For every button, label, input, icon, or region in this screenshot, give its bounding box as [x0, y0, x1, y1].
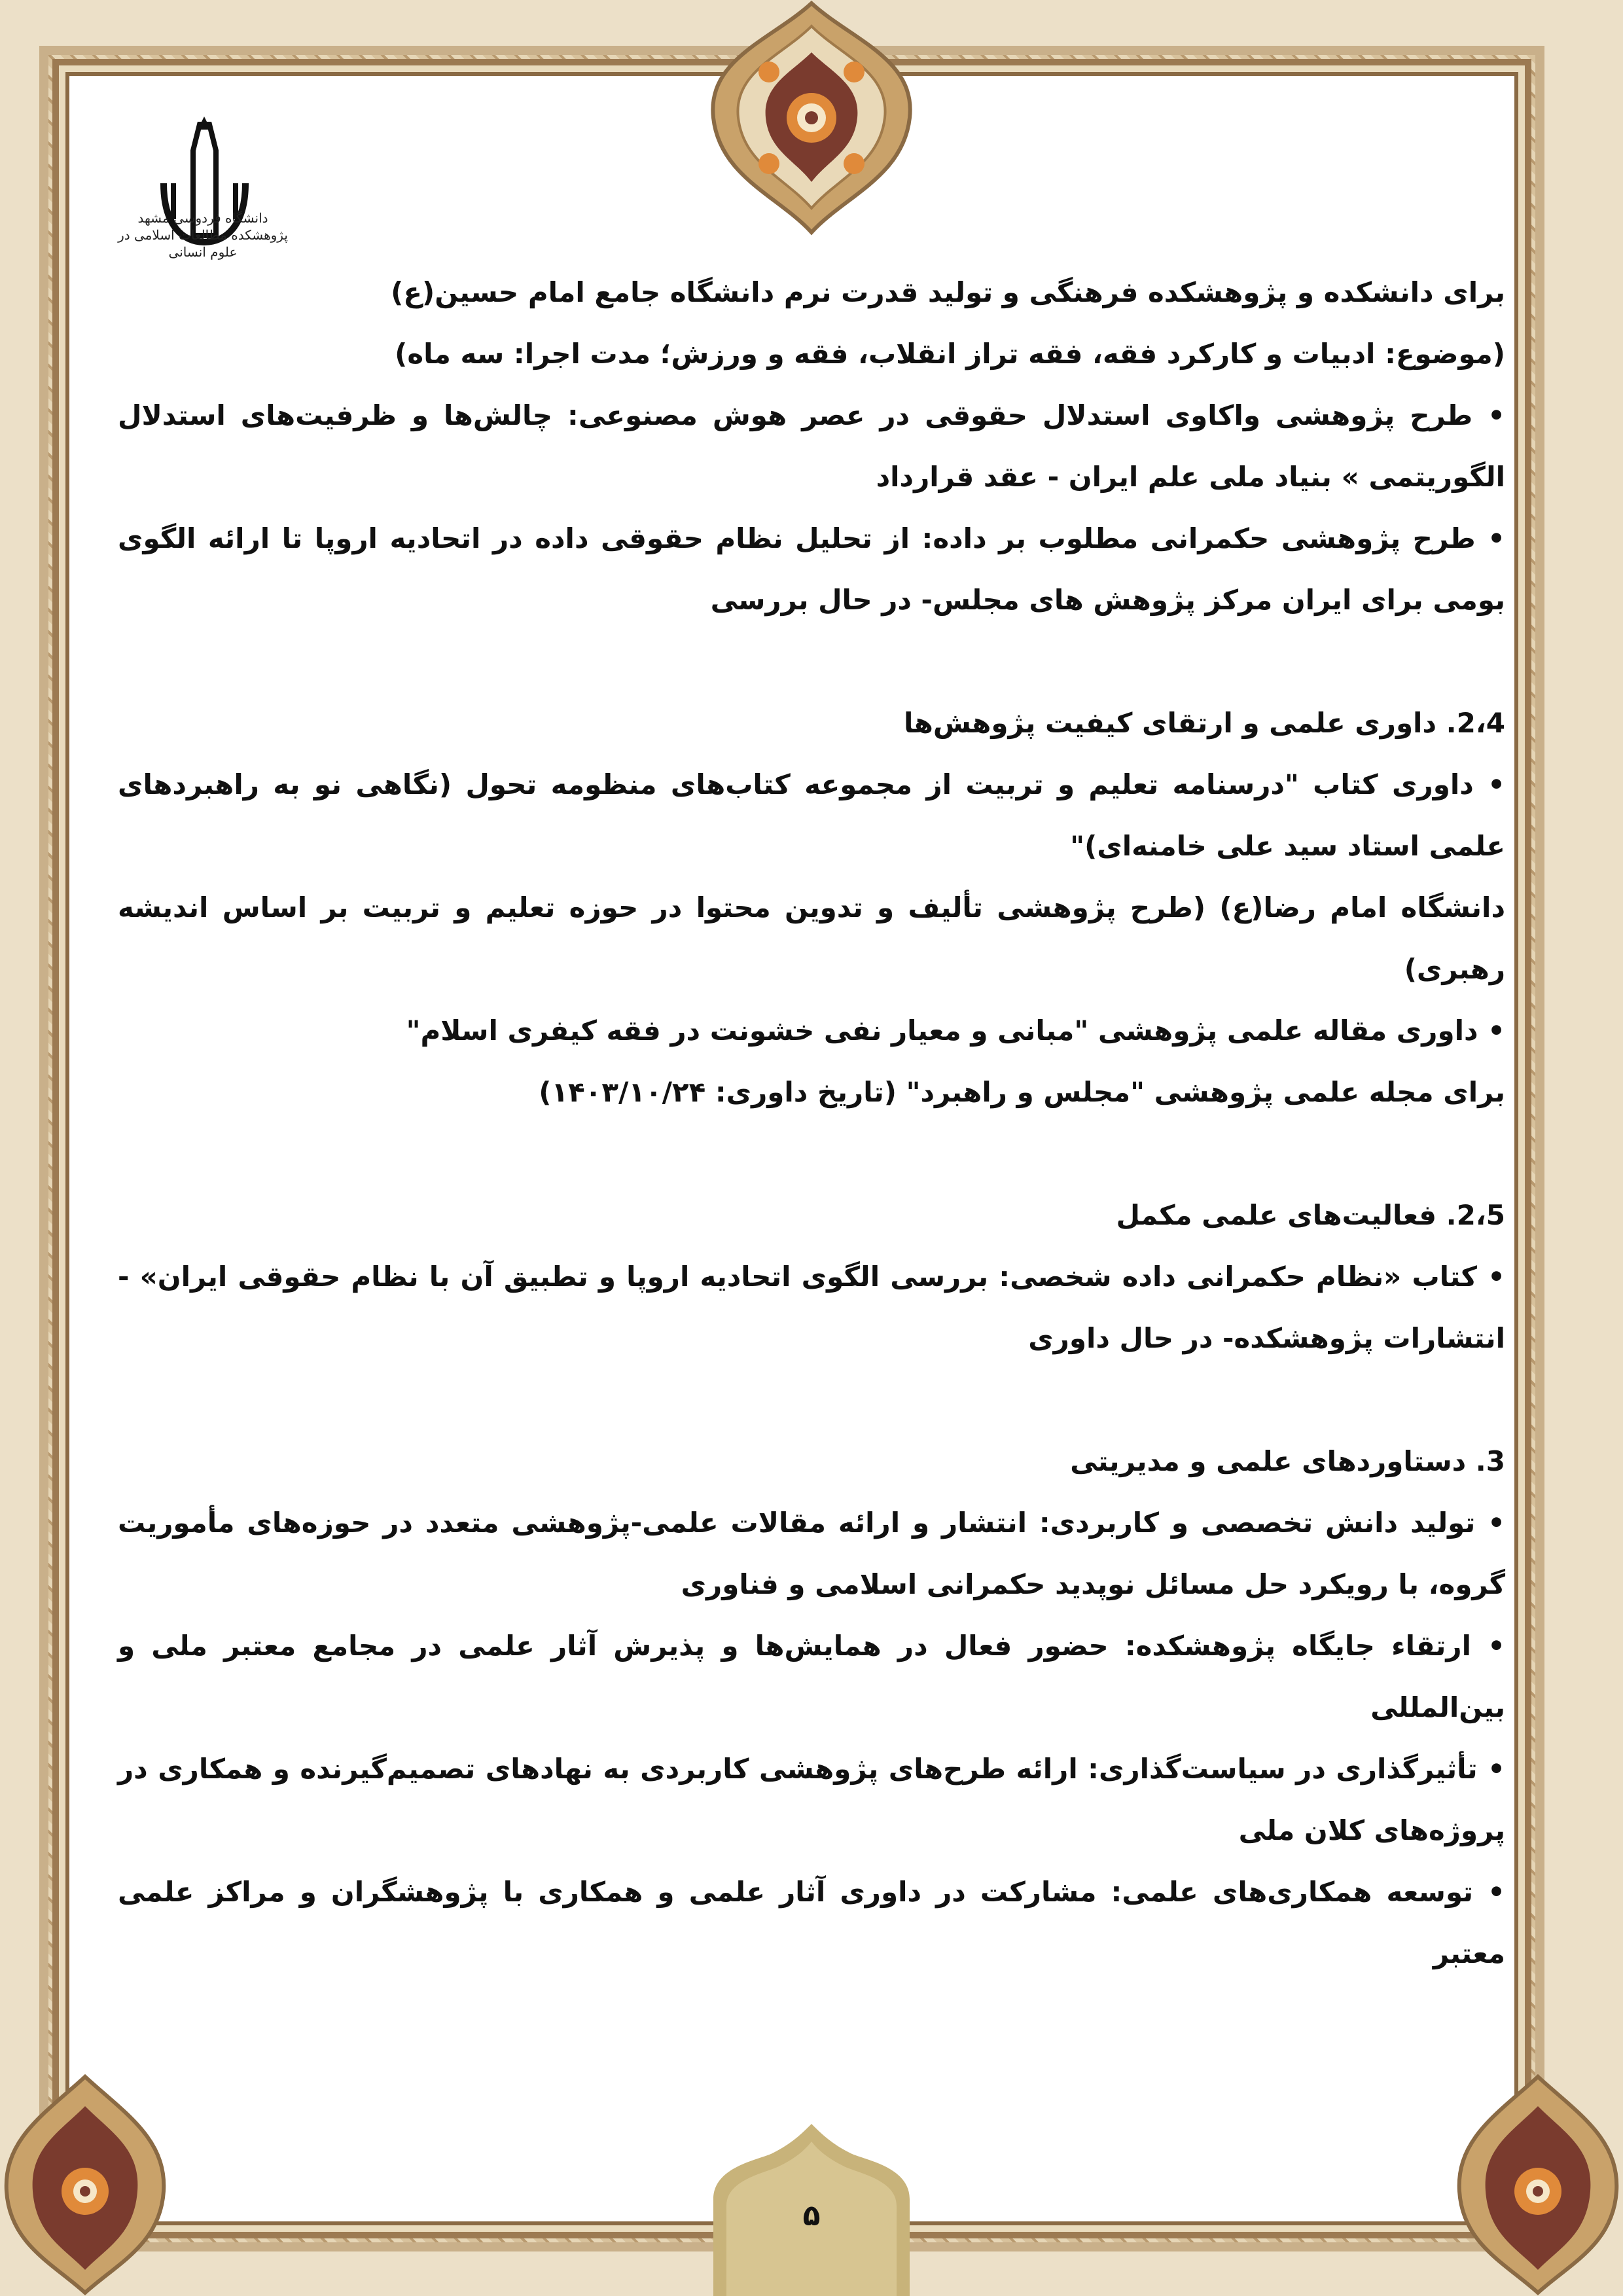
paragraph: برای دانشکده و پژوهشکده فرهنگی و تولید قدرت نرم دانشگاه جامع امام حسین(ع) [391, 276, 1505, 308]
top-ornament [700, 0, 923, 236]
paragraph: دانشگاه امام رضا(ع) (طرح پژوهشی تألیف و تدوین محتوا در حوزه تعلیم و تربیت بر اساس اندیشه رهبری) [118, 891, 1505, 985]
bullet-item: • داوری مقاله علمی پژوهشی "مبانی و معیار نفی خشونت در فقه کیفری اسلام" [406, 1014, 1505, 1047]
section-heading-2-4: 2،4. داوری علمی و ارتقای کیفیت پژوهش‌ها [903, 707, 1505, 739]
section-heading-2-5: 2،5. فعالیت‌های علمی مکمل [1116, 1199, 1505, 1231]
bottom-right-ornament [1453, 2073, 1623, 2296]
main-content [118, 262, 1505, 1984]
page-number: ۵ [802, 2199, 821, 2233]
bullet-item: • طرح پژوهشی واکاوی استدلال حقوقی در عصر هوش مصنوعی: چالش‌ها و ظرفیت‌های استدلال الگوریتمی » بنیاد ملی علم ایران - عقد قرارداد [118, 399, 1505, 493]
bottom-left-ornament [0, 2073, 170, 2296]
bullet-item: • طرح پژوهشی حکمرانی مطلوب بر داده: از تحلیل نظام حقوقی داده در اتحادیه اروپا تا ارائه الگوی بومی برای ایران مرکز پژوهش های مجلس- در حال بررسی [118, 522, 1505, 616]
bullet-item: • تولید دانش تخصصی و کاربردی: انتشار و ارائه مقالات علمی-پژوهشی متعدد در حوزه‌های مأموریت گروه، با رویکرد حل مسائل نوپدید حکمرانی اسلامی و فناوری [118, 1507, 1505, 1600]
logo-caption-university: دانشگاه فردوسی مشهد [137, 210, 268, 226]
bullet-item: • داوری کتاب "درسنامه تعلیم و تربیت از مجموعه کتاب‌های منظومه تحول (نگاهی نو به راهبردهای علمی استاد سید علی خامنه‌ای)" [118, 768, 1505, 862]
paragraph: برای مجله علمی پژوهشی "مجلس و راهبرد" (تاریخ داوری: ۱۴۰۳/۱۰/۲۴) [539, 1076, 1505, 1108]
bullet-item: • تأثیرگذاری در سیاست‌گذاری: ارائه طرح‌های پژوهشی کاربردی به نهادهای تصمیم‌گیرنده و همکاری در پروژه‌های کلان ملی [118, 1753, 1505, 1846]
bullet-item: • ارتقاء جایگاه پژوهشکده: حضور فعال در همایش‌ها و پذیرش آثار علمی در مجامع معتبر ملی و بین‌المللی [118, 1630, 1505, 1723]
bullet-item: • توسعه همکاری‌های علمی: مشارکت در داوری آثار علمی و همکاری با پژوهشگران و مراکز علمی معتبر [118, 1876, 1505, 1969]
logo-caption-institute: پژوهشکده مطالعات اسلامی در علوم انسانی [118, 227, 288, 260]
paragraph: (موضوع: ادبیات و کارکرد فقه، فقه تراز انقلاب، فقه و ورزش؛ مدت اجرا: سه ماه) [395, 338, 1505, 370]
logo-caption [111, 209, 294, 260]
section-heading-3: 3. دستاوردهای علمی و مدیریتی [1070, 1445, 1505, 1477]
bullet-item: • کتاب «نظام حکمرانی داده شخصی: بررسی الگوی اتحادیه اروپا و تطبیق آن با نظام حقوقی ایران» - انتشارات پژوهشکده- در حال داوری [118, 1261, 1505, 1354]
